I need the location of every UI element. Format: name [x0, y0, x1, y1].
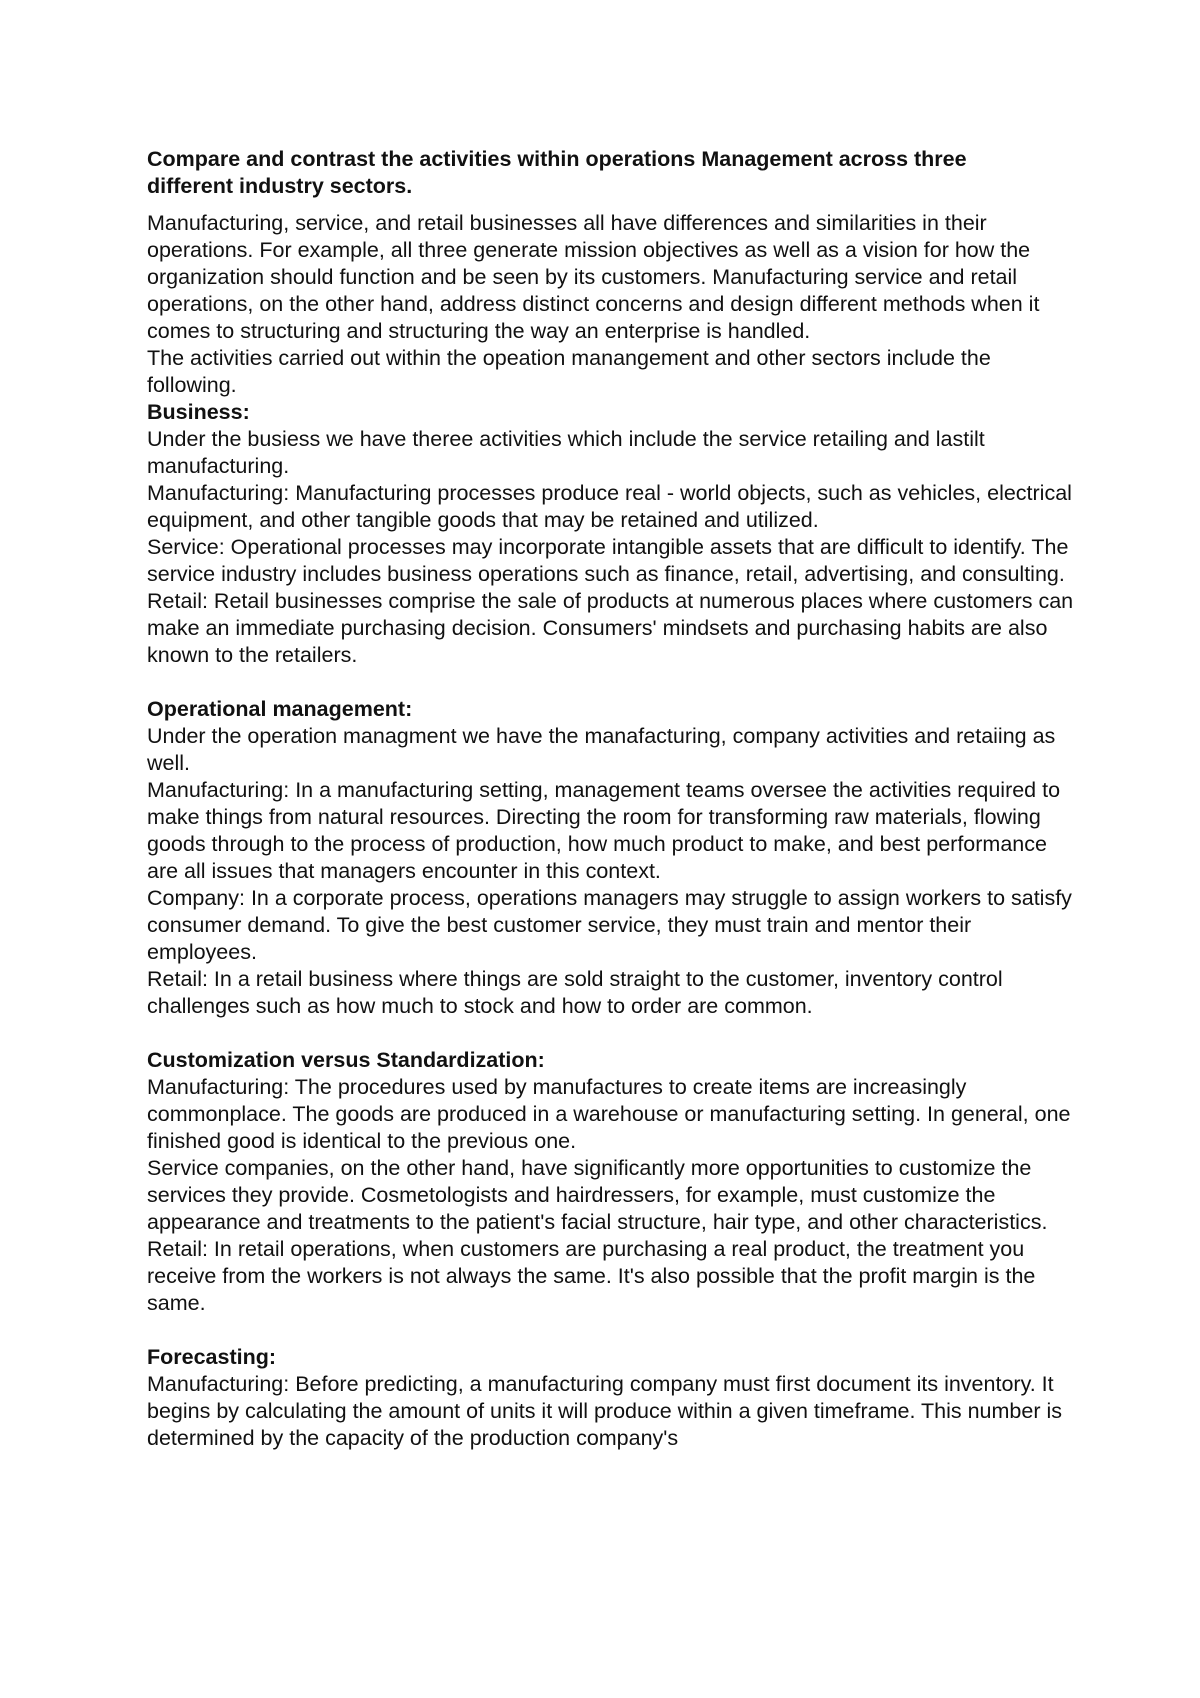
- section-operational-management: [147, 696, 1077, 1020]
- section-paragraph: Manufacturing: Manufacturing processes produce real - world objects, such as vehicles, electrical equipment, and other tangible goods that may be retained and utilized.: [147, 481, 1072, 532]
- section-heading: Business:: [147, 400, 250, 424]
- document-body: [147, 210, 1077, 1452]
- section-forecasting: [147, 1344, 1077, 1452]
- section-paragraph: Company: In a corporate process, operations managers may struggle to assign workers to satisfy consumer demand. To give the best customer service, they must train and mentor their employees.: [147, 886, 1072, 964]
- section-paragraph: Manufacturing: The procedures used by manufactures to create items are increasingly commonplace. The goods are produced in a warehouse or manufacturing setting. In general, one finished good is identical to the previous one.: [147, 1075, 1071, 1153]
- section-paragraph: Retail: In retail operations, when customers are purchasing a real product, the treatment you receive from the workers is not always the same. It's also possible that the profit margin is the same.: [147, 1237, 1036, 1315]
- section-paragraph: Retail: In a retail business where things are sold straight to the customer, inventory control challenges such as how much to stock and how to order are common.: [147, 967, 1003, 1018]
- intro-paragraph: Manufacturing, service, and retail businesses all have differences and similarities in their operations. For example, all three generate mission objectives as well as a vision for how the organization should function and be seen by its customers. Manufacturing service and retail operations, on the other hand, address distinct concerns and design different methods when it comes to structuring and structuring the way an enterprise is handled.: [147, 211, 1040, 343]
- section-heading: Operational management:: [147, 697, 413, 721]
- section-paragraph: Under the busiess we have theree activities which include the service retailing and lastilt manufacturing.: [147, 427, 985, 478]
- paragraph-spacer: [147, 669, 1077, 696]
- document-title: Compare and contrast the activities within operations Management across three different industry sectors.: [147, 147, 967, 198]
- section-heading: Forecasting:: [147, 1345, 277, 1369]
- section-business: [147, 399, 1077, 669]
- section-paragraph: Under the operation managment we have the manafacturing, company activities and retaiing as well.: [147, 724, 1056, 775]
- paragraph-spacer: [147, 1020, 1077, 1047]
- section-heading: Customization versus Standardization:: [147, 1048, 545, 1072]
- paragraph-spacer: [147, 1317, 1077, 1344]
- intro-paragraph: The activities carried out within the opeation manangement and other sectors include the following.: [147, 346, 991, 397]
- section-paragraph: Retail: Retail businesses comprise the sale of products at numerous places where customers can make an immediate purchasing decision. Consumers' mindsets and purchasing habits are also known to the retailers.: [147, 589, 1074, 667]
- section-paragraph: Manufacturing: Before predicting, a manufacturing company must first document its inventory. It begins by calculating the amount of units it will produce within a given timeframe. This number is determined by the capacity of the production company's: [147, 1372, 1062, 1450]
- section-customization: [147, 1047, 1077, 1317]
- section-paragraph: Service companies, on the other hand, have significantly more opportunities to customize the services they provide. Cosmetologists and hairdressers, for example, must customize the appearance and treatments to the patient's facial structure, hair type, and other characteristics.: [147, 1156, 1048, 1234]
- section-paragraph: Service: Operational processes may incorporate intangible assets that are difficult to identify. The service industry includes business operations such as finance, retail, advertising, and consulting.: [147, 535, 1069, 586]
- section-paragraph: Manufacturing: In a manufacturing setting, management teams oversee the activities required to make things from natural resources. Directing the room for transforming raw materials, flowing goods through to the process of production, how much product to make, and best performance are all issues that managers encounter in this context.: [147, 778, 1061, 883]
